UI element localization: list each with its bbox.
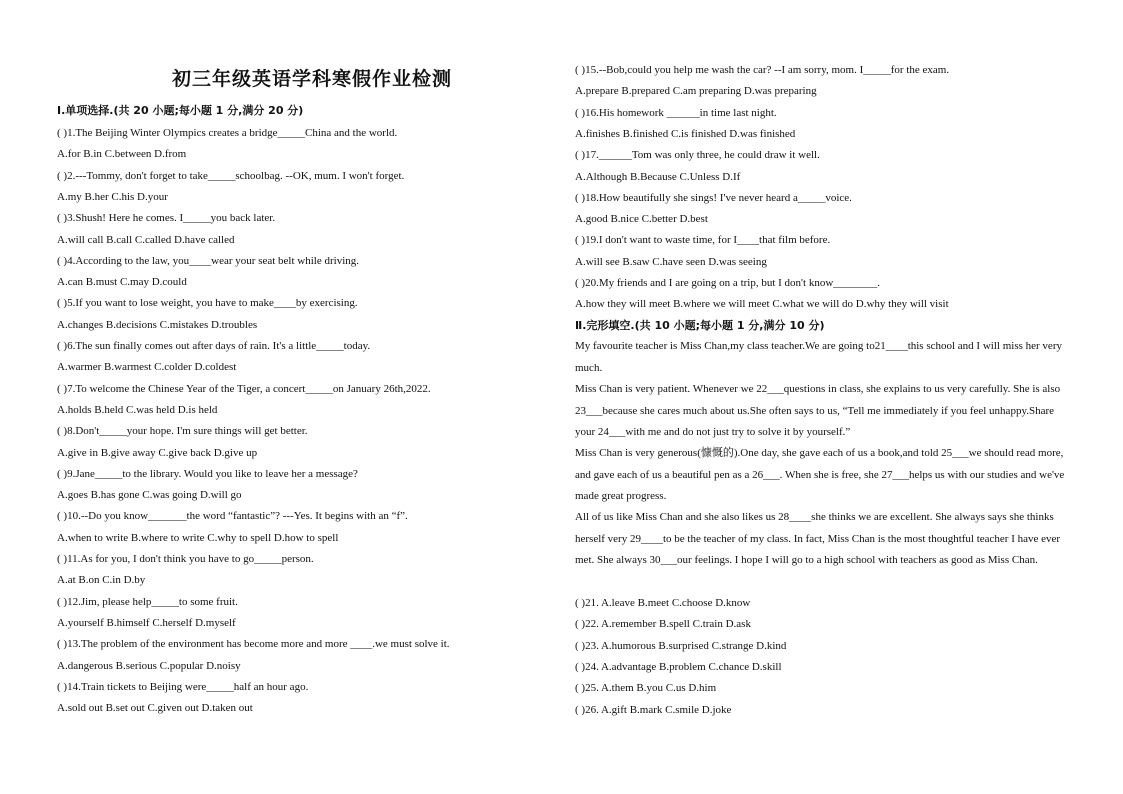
question-line: ( )7.To welcome the Chinese Year of the Tiger, a concert_____on January 26th,2022. <box>57 382 431 395</box>
question-line: ( )14.Train tickets to Beijing were_____half an hour ago. <box>57 680 309 693</box>
question-line: ( )8.Don't_____your hope. I'm sure things will get better. <box>57 425 308 438</box>
cloze-option-line: ( )25. A.them B.you C.us D.him <box>575 682 717 695</box>
options-line: A.my B.her C.his D.your <box>57 190 168 203</box>
question-line: ( )20.My friends and I are going on a trip, but I don't know________. <box>575 277 881 289</box>
question-line: ( )3.Shush! Here he comes. I_____you back later. <box>57 212 276 225</box>
cloze-passage-p3: Miss Chan is very generous(慷慨的).One day, she gave each of us a book,and told 25___we should read more, and gave each of us a beautiful pen as a 26___. When she is free, she 27___helps us with our studies and we've made great progress. <box>575 447 1065 502</box>
options-line: A.can B.must C.may D.could <box>57 276 187 289</box>
section-1-heading: Ⅰ.单项选择.(共 20 小题;每小题 1 分,满分 20 分) <box>57 104 304 117</box>
section-2-heading: Ⅱ.完形填空.(共 10 小题;每小题 1 分,满分 10 分) <box>575 319 825 332</box>
question-line: ( )16.His homework ______in time last night. <box>575 106 777 119</box>
options-line: A.holds B.held C.was held D.is held <box>57 403 218 416</box>
question-line: ( )10.--Do you know_______the word “fantastic”? ---Yes. It begins with an “f”. <box>57 510 408 523</box>
question-line: ( )13.The problem of the environment has become more and more ____.we must solve it. <box>57 638 450 651</box>
options-line: A.prepare B.prepared C.am preparing D.was preparing <box>575 85 817 98</box>
question-line: ( )12.Jim, please help_____to some fruit. <box>57 595 238 608</box>
options-line: A.give in B.give away C.give back D.give up <box>57 446 258 459</box>
question-line: ( )9.Jane_____to the library. Would you like to leave her a message? <box>57 467 358 480</box>
question-line: ( )17.______Tom was only three, he could draw it well. <box>575 149 820 162</box>
cloze-option-line: ( )21. A.leave B.meet C.choose D.know <box>575 597 751 609</box>
options-line: A.will see B.saw C.have seen D.was seeing <box>575 255 767 268</box>
options-line: A.sold out B.set out C.given out D.taken out <box>57 702 253 715</box>
cloze-option-line: ( )23. A.humorous B.surprised C.strange D.kind <box>575 639 787 652</box>
options-line: A.dangerous B.serious C.popular D.noisy <box>57 659 241 672</box>
options-line: A.how they will meet B.where we will meet C.what we will do D.why they will visit <box>575 298 949 311</box>
cloze-passage-p2: Miss Chan is very patient. Whenever we 22___questions in class, she explains to us very carefully. She is also 23___because she cares much about us.She often says to us, “Tell me immediately if you feel unhappy.Share your 24___with me and do not just try to solve it by yourself.” <box>575 383 1061 438</box>
options-line: A.Although B.Because C.Unless D.If <box>575 170 741 183</box>
options-line: A.finishes B.finished C.is finished D.was finished <box>575 127 796 140</box>
question-line: ( )19.I don't want to waste time, for I____that film before. <box>575 234 831 247</box>
cloze-option-line: ( )26. A.gift B.mark C.smile D.joke <box>575 703 732 716</box>
options-line: A.yourself B.himself C.herself D.myself <box>57 616 236 629</box>
question-line: ( )1.The Beijing Winter Olympics creates a bridge_____China and the world. <box>57 127 398 139</box>
question-line: ( )11.As for you, I don't think you have to go_____person. <box>57 553 314 565</box>
cloze-option-line: ( )24. A.advantage B.problem C.chance D.skill <box>575 660 782 673</box>
question-line: ( )15.--Bob,could you help me wash the car? --I am sorry, mom. I_____for the exam. <box>575 64 950 76</box>
cloze-passage-p4: All of us like Miss Chan and she also likes us 28____she thinks we are excellent. She always says she thinks herself very 29____to be the teacher of my class. In fact, Miss Chan is the most thoughtful teacher I have ever met. She always 30___our feelings. I hope I will go to a high school with teachers as good as Miss Chan. <box>575 511 1061 566</box>
options-line: A.when to write B.where to write C.why to spell D.how to spell <box>57 531 339 544</box>
cloze-option-line: ( )22. A.remember B.spell C.train D.ask <box>575 618 751 631</box>
options-line: A.at B.on C.in D.by <box>57 574 146 587</box>
options-line: A.goes B.has gone C.was going D.will go <box>57 489 242 502</box>
options-line: A.changes B.decisions C.mistakes D.troubles <box>57 318 258 331</box>
cloze-passage-p1: My favourite teacher is Miss Chan,my class teacher.We are going to21____this school and I will miss her very much. <box>575 340 1062 374</box>
question-line: ( )5.If you want to lose weight, you have to make____by exercising. <box>57 297 358 310</box>
options-line: A.for B.in C.between D.from <box>57 148 187 161</box>
document-title: 初三年级英语学科寒假作业检测 <box>172 68 453 90</box>
question-line: ( )2.---Tommy, don't forget to take_____schoolbag. --OK, mum. I won't forget. <box>57 169 405 182</box>
question-line: ( )18.How beautifully she sings! I've never heard a_____voice. <box>575 191 852 204</box>
options-line: A.warmer B.warmest C.colder D.coldest <box>57 361 237 374</box>
options-line: A.will call B.call C.called D.have called <box>57 233 235 246</box>
options-line: A.good B.nice C.better D.best <box>575 213 708 226</box>
question-line: ( )6.The sun finally comes out after days of rain. It's a little_____today. <box>57 340 371 352</box>
question-line: ( )4.According to the law, you____wear your seat belt while driving. <box>57 254 360 267</box>
